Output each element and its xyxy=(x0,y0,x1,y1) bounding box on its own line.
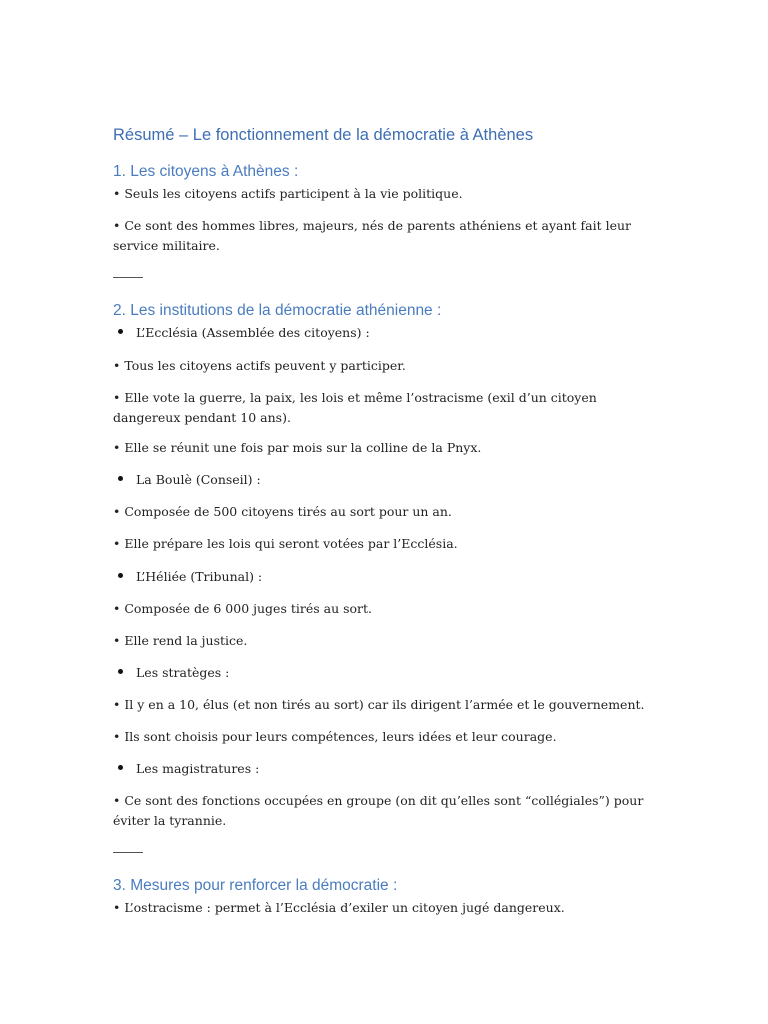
section-3-heading: 3. Mesures pour renforcer la démocratie : xyxy=(113,877,398,894)
bullet-icon xyxy=(118,329,123,334)
boule-paragraph: • Composée de 500 citoyens tirés au sort pour un an. xyxy=(113,504,452,519)
bullet-icon xyxy=(118,765,123,770)
section-1-paragraph: • Seuls les citoyens actifs participent à la vie politique. xyxy=(113,186,463,201)
magistratures-paragraph: • Ce sont des fonctions occupées en groupe (on dit qu’elles sont “collégiales”) pour éviter la tyrannie. xyxy=(113,793,644,828)
ecclesia-paragraph: • Tous les citoyens actifs peuvent y participer. xyxy=(113,358,406,373)
document-title: Résumé – Le fonctionnement de la démocratie à Athènes xyxy=(113,126,534,144)
section-1-heading: 1. Les citoyens à Athènes : xyxy=(113,163,299,180)
strateges-paragraph: • Ils sont choisis pour leurs compétences, leurs idées et leur courage. xyxy=(113,729,557,744)
section-divider xyxy=(113,852,143,853)
institution-label-heliee: L’Héliée (Tribunal) : xyxy=(136,569,263,584)
ecclesia-paragraph: • Elle se réunit une fois par mois sur la colline de la Pnyx. xyxy=(113,440,482,455)
bullet-icon xyxy=(118,573,123,578)
institution-label-magistratures: Les magistratures : xyxy=(136,761,260,776)
section-3-paragraph: • L’ostracisme : permet à l’Ecclésia d’exiler un citoyen jugé dangereux. xyxy=(113,900,565,915)
bullet-icon xyxy=(118,669,123,674)
section-divider xyxy=(113,277,143,278)
institution-label-ecclesia: L’Ecclésia (Assemblée des citoyens) : xyxy=(136,325,370,340)
heliee-paragraph: • Composée de 6 000 juges tirés au sort. xyxy=(113,601,373,616)
strateges-paragraph: • Il y en a 10, élus (et non tirés au sort) car ils dirigent l’armée et le gouvernement. xyxy=(113,697,645,712)
heliee-paragraph: • Elle rend la justice. xyxy=(113,633,248,648)
ecclesia-paragraph: • Elle vote la guerre, la paix, les lois et même l’ostracisme (exil d’un citoyen dangereux pendant 10 ans). xyxy=(113,390,597,425)
institution-label-strateges: Les stratèges : xyxy=(136,665,230,680)
bullet-icon xyxy=(118,476,123,481)
boule-paragraph: • Elle prépare les lois qui seront votées par l’Ecclésia. xyxy=(113,536,458,551)
section-2-heading: 2. Les institutions de la démocratie athénienne : xyxy=(113,302,442,319)
section-1-paragraph: • Ce sont des hommes libres, majeurs, nés de parents athéniens et ayant fait leur service militaire. xyxy=(113,218,632,253)
institution-label-boule: La Boulè (Conseil) : xyxy=(136,472,261,487)
